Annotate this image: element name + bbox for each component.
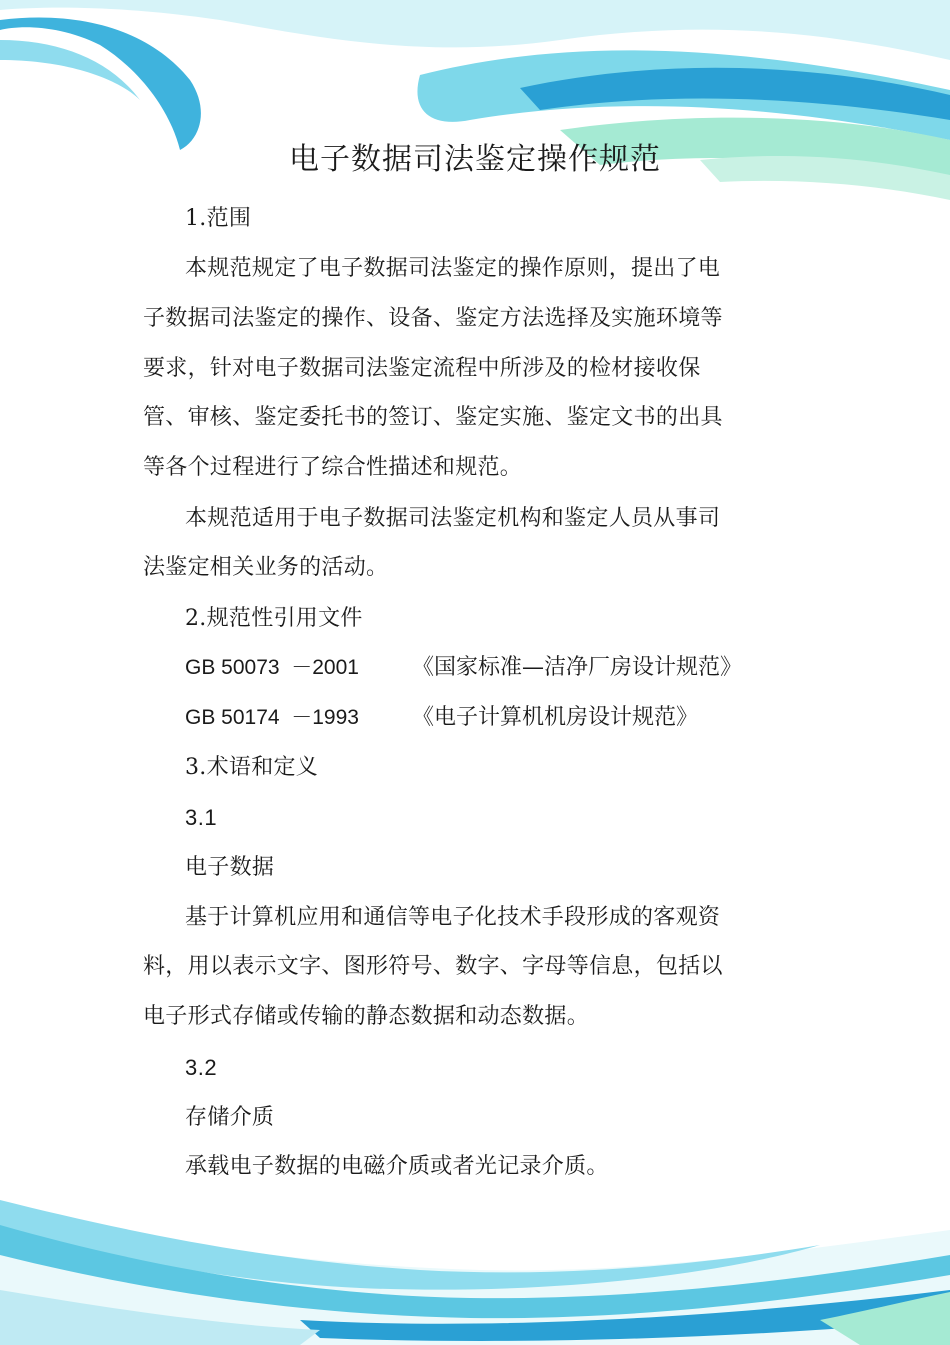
- reference-title: 《电子计算机机房设计规范》: [412, 705, 699, 730]
- term-name: 电子数据: [185, 855, 275, 880]
- scope-paragraph-2-line: 法鉴定相关业务的活动。: [143, 555, 389, 580]
- reference-title: 《国家标准—洁净厂房设计规范》: [412, 655, 743, 680]
- term-number: 3.1: [185, 805, 218, 830]
- term-definition-line: 料，用以表示文字、图形符号、数字、字母等信息，包括以: [143, 954, 723, 979]
- section-heading-references: 2.规范性引用文件: [185, 606, 363, 631]
- scope-paragraph-1-line: 等各个过程进行了综合性描述和规范。: [143, 455, 523, 480]
- scope-paragraph-1-line: 子数据司法鉴定的操作、设备、鉴定方法选择及实施环境等: [143, 306, 723, 331]
- term-name: 存储介质: [185, 1105, 275, 1130]
- document-title: 电子数据司法鉴定操作规范: [289, 142, 661, 177]
- term-definition-line: 基于计算机应用和通信等电子化技术手段形成的客观资: [185, 905, 721, 930]
- bottom-wave-decoration: [0, 1170, 950, 1345]
- reference-code: GB 50174 －1993: [185, 706, 359, 729]
- scope-paragraph-1-line: 本规范规定了电子数据司法鉴定的操作原则，提出了电: [185, 256, 721, 281]
- reference-code: GB 50073 －2001: [185, 656, 359, 679]
- scope-paragraph-1-line: 管、审核、鉴定委托书的签订、鉴定实施、鉴定文书的出具: [143, 405, 723, 430]
- term-definition-line: 电子形式存储或传输的静态数据和动态数据。: [143, 1004, 590, 1029]
- scope-paragraph-2-line: 本规范适用于电子数据司法鉴定机构和鉴定人员从事司: [185, 506, 721, 531]
- term-number: 3.2: [185, 1055, 218, 1080]
- scope-paragraph-1-line: 要求，针对电子数据司法鉴定流程中所涉及的检材接收保: [143, 356, 701, 381]
- section-heading-scope: 1.范围: [185, 206, 252, 231]
- term-definition-line: 承载电子数据的电磁介质或者光记录介质。: [185, 1154, 609, 1179]
- section-heading-terms: 3.术语和定义: [185, 755, 319, 780]
